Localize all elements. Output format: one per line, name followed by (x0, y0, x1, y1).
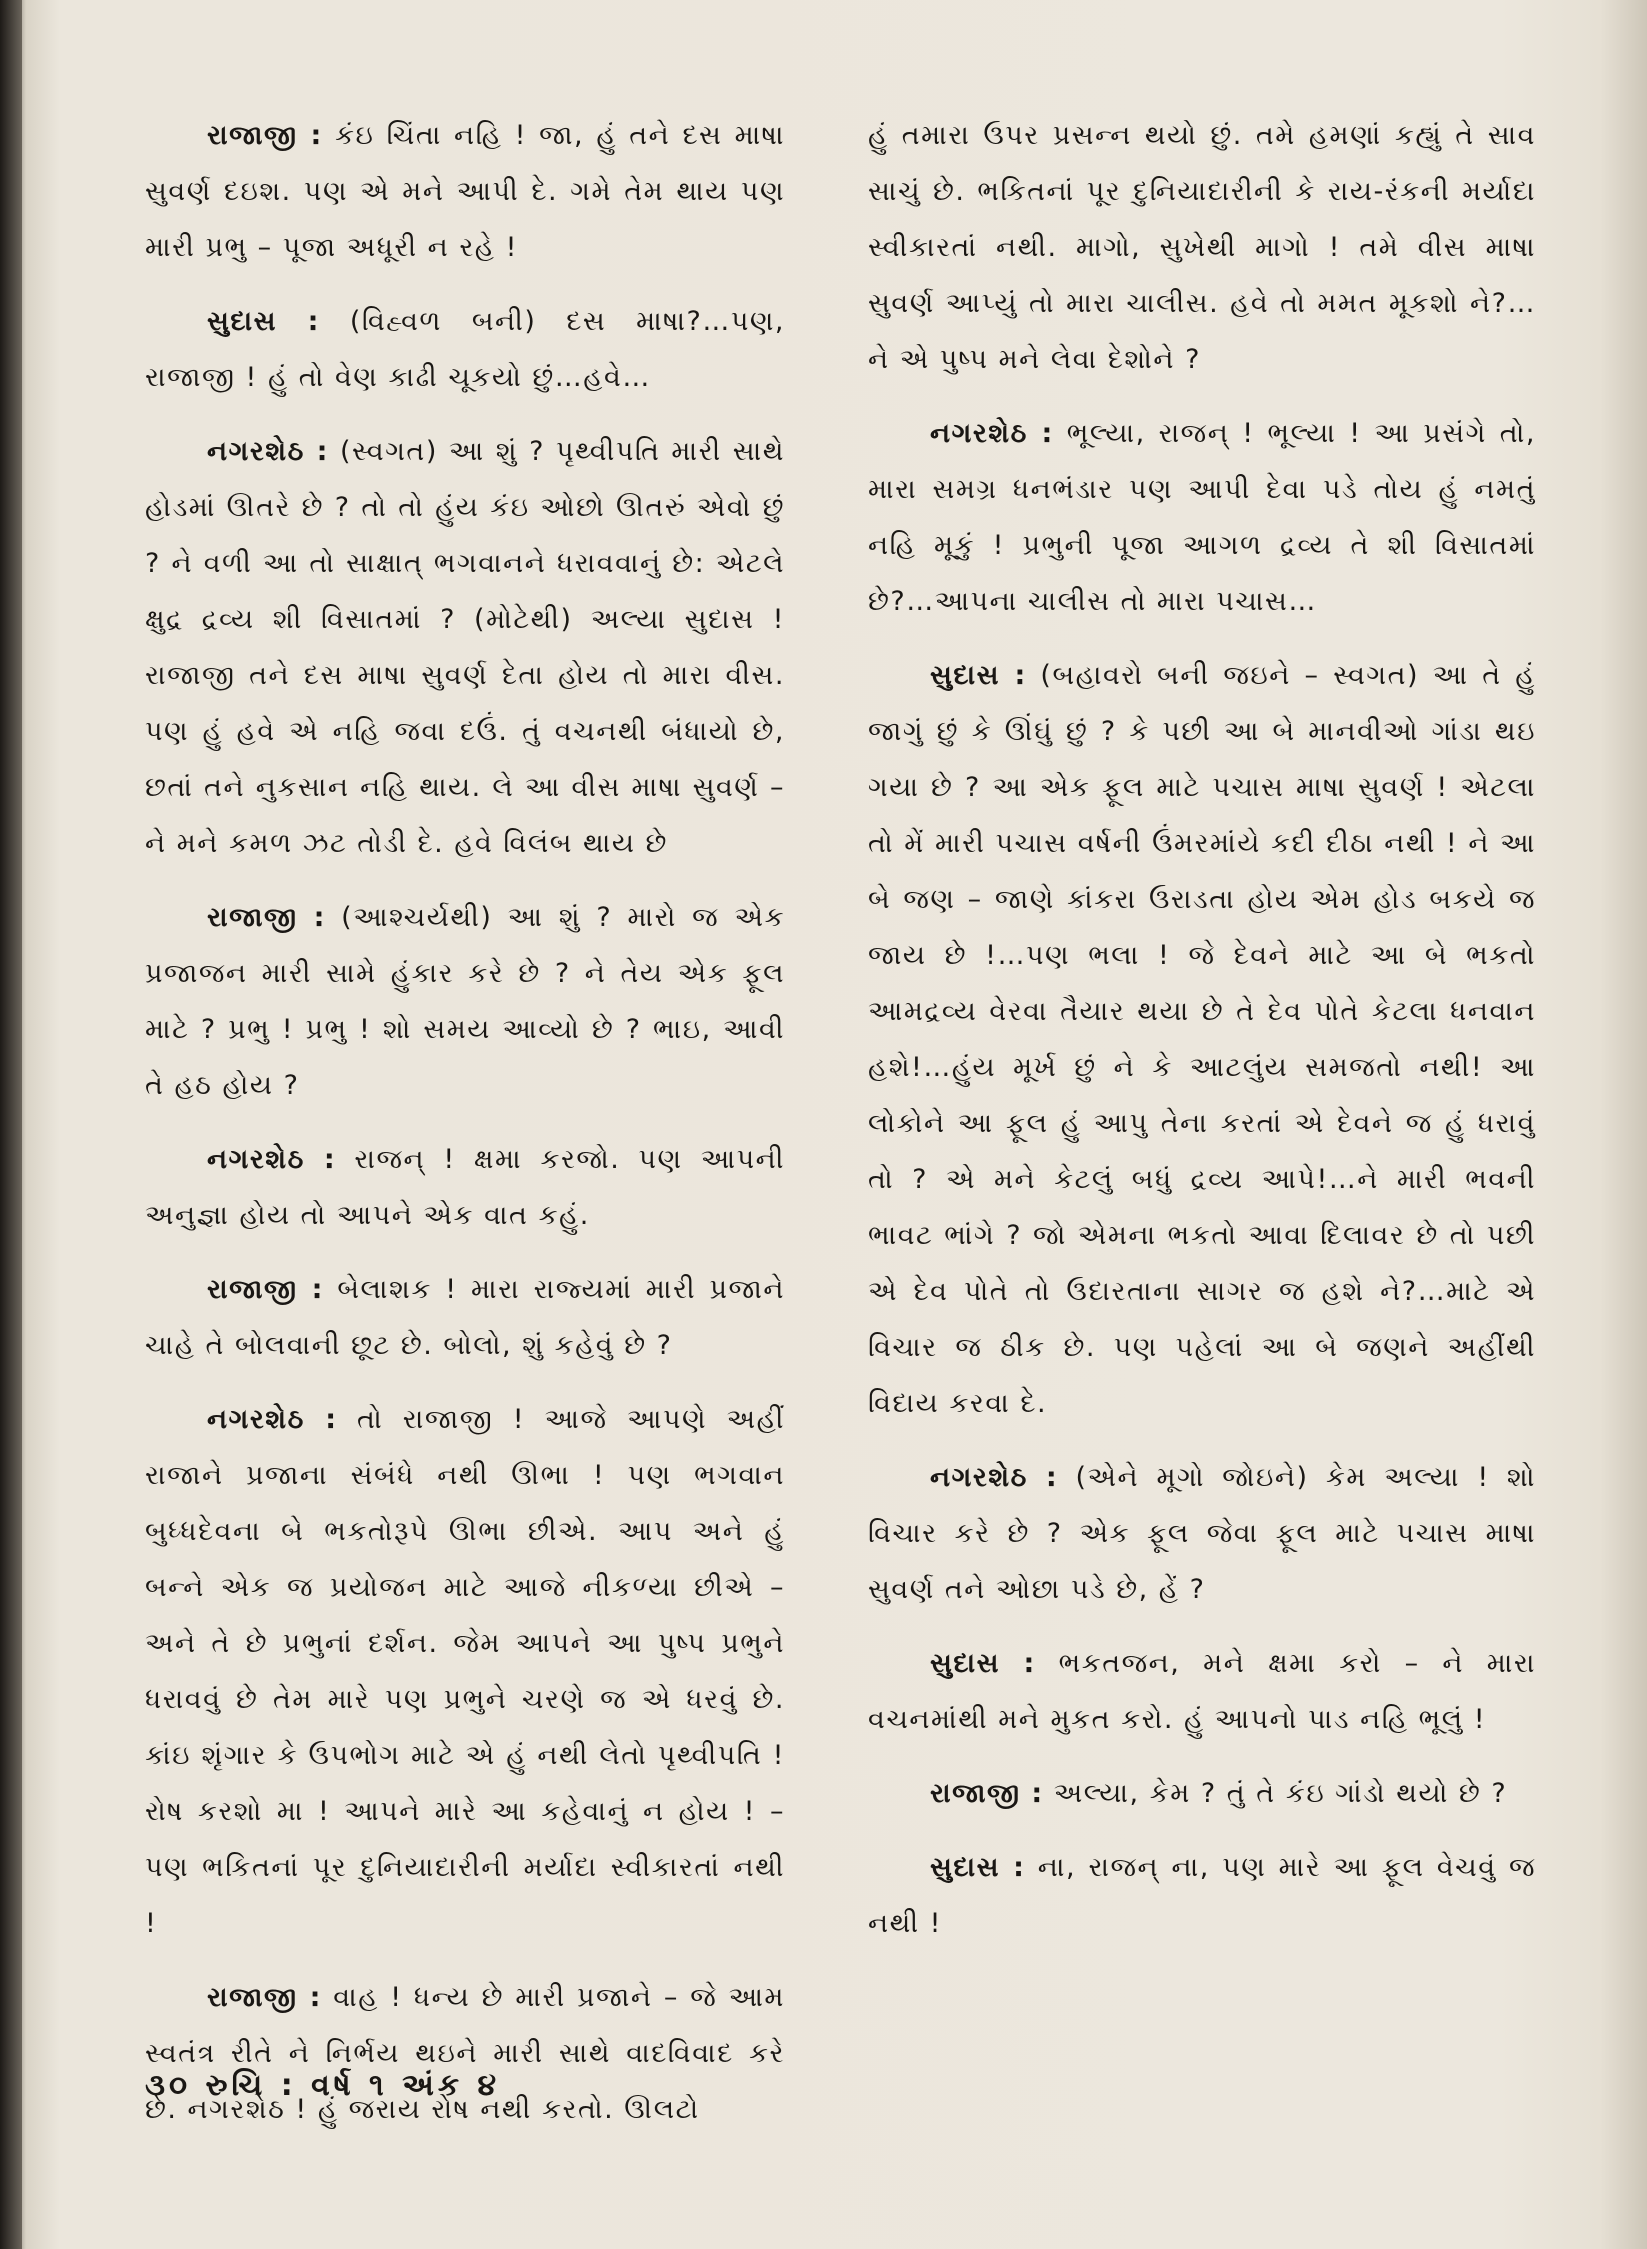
dialogue-paragraph-continued (868, 108, 1536, 388)
dialogue-text: (આશ્ચર્યથી) આ શું ? મારો જ એક પ્રજાજન મારી સામે હુંકાર કરે છે ? ને તેય એક ફૂલ માટે ? પ્રભુ ! પ્રભુ ! શો સમય આવ્યો છે ? ભાઇ, આવી તે હઠ હોય ? (145, 902, 786, 1101)
speaker-name: સુદાસ : (930, 1852, 1026, 1883)
dialogue-text: હું તમારા ઉપર પ્રસન્ન થયો છું. તમે હમણાં કહ્યું તે સાવ સાચું છે. ભકિતનાં પૂર દુનિયાદારીની કે રાય-રંકની મર્યાદા સ્વીકારતાં નથી. માગો, સુખેથી માગો ! તમે વીસ માષા સુવર્ણ આપ્યું તો મારા ચાલીસ. હવે તો મમત મૂકશો ને?…ને એ પુષ્પ મને લેવા દેશોને ? (868, 120, 1536, 375)
dialogue-paragraph (145, 1392, 785, 1952)
speaker-name: સુદાસ : (207, 306, 320, 337)
dialogue-paragraph (145, 1262, 785, 1374)
dialogue-paragraph (868, 1766, 1536, 1822)
speaker-name: નગરશેઠ : (930, 1462, 1059, 1493)
dialogue-text: (સ્વગત) આ શું ? પૃથ્વીપતિ મારી સાથે હોડમાં ઊતરે છે ? તો તો હુંય કંઇ ઓછો ઊતરું એવો છું ? ને વળી આ તો સાક્ષાત્ ભગવાનને ધરાવવાનું છે: એટલે ક્ષુદ્ર દ્રવ્ય શી વિસાતમાં ? (મોટેથી) અલ્યા સુદાસ ! રાજાજી તને દસ માષા સુવર્ણ દેતા હોય તો મારા વીસ. પણ હું હવે એ નહિ જવા દઉં. તું વચનથી બંધાયો છે, છતાં તને નુકસાન નહિ થાય. લે આ વીસ માષા સુવર્ણ – ને મને કમળ ઝટ તોડી દે. હવે વિલંબ થાય છે (145, 436, 785, 859)
dialogue-text: (એને મૂગો જોઇને) કેમ અલ્યા ! શો વિચાર કરે છે ? એક ફૂલ જેવા ફૂલ માટે પચાસ માષા સુવર્ણ તને ઓછા પડે છે, હેં ? (868, 1462, 1536, 1605)
dialogue-paragraph (145, 108, 785, 276)
dialogue-paragraph (868, 1840, 1536, 1952)
dialogue-paragraph (868, 648, 1536, 1432)
speaker-name: નગરશેઠ : (930, 418, 1054, 449)
dialogue-text: ભૂલ્યા, રાજન્ ! ભૂલ્યા ! આ પ્રસંગે તો, મારા સમગ્ર ધનભંડાર પણ આપી દેવા પડે તોય હું નમતું નહિ મૂકું ! પ્રભુની પૂજા આગળ દ્રવ્ય તે શી વિસાતમાં છે?…આપના ચાલીસ તો મારા પચાસ… (868, 418, 1536, 617)
dialogue-text: વાહ ! ધન્ય છે મારી પ્રજાને – જે આમ સ્વતંત્ર રીતે ને નિર્ભય થઇને મારી સાથે વાદવિવાદ કરે છે. નગરશેઠ ! હું જરાય રોષ નથી કરતો. ઊલટો (145, 1982, 785, 2125)
dialogue-paragraph (868, 1636, 1536, 1748)
speaker-name: રાજાજી : (207, 902, 326, 933)
dialogue-text: ભકતજન, મને ક્ષમા કરો – ને મારા વચનમાંથી મને મુકત કરો. હું આપનો પાડ નહિ ભૂલું ! (868, 1648, 1536, 1735)
left-column (145, 108, 785, 2156)
binding-shadow (0, 0, 22, 2249)
dialogue-paragraph (145, 890, 785, 1114)
dialogue-text: (બહાવરો બની જઇને – સ્વગત) આ તે હું જાગું છું કે ઊંઘું છું ? કે પછી આ બે માનવીઓ ગાંડા થઇ ગયા છે ? આ એક ફૂલ માટે પચાસ માષા સુવર્ણ ! એટલા તો મેં મારી પચાસ વર્ષની ઉંમરમાંયે કદી દીઠા નથી ! ને આ બે જણ – જાણે કાંકરા ઉરાડતા હોય એમ હોડ બકયે જ જાય છે !…પણ ભલા ! જે દેવને માટે આ બે ભકતો આમદ્રવ્ય વેરવા તૈયાર થયા છે તે દેવ પોતે કેટલા ધનવાન હશે!…હુંય મૂર્ખ છું ને કે આટલુંય સમજતો નથી! આ લોકોને આ ફૂલ હું આપુ તેના કરતાં એ દેવને જ હું ધરાવું તો ? એ મને કેટલું બધું દ્રવ્ય આપે!…ને મારી ભવની ભાવટ ભાંગે ? જો એમના ભકતો આવા દિલાવર છે તો પછી એ દેવ પોતે તો ઉદારતાના સાગર જ હશે ને?…માટે એ વિચાર જ ઠીક છે. પણ પહેલાં આ બે જણને અહીંથી વિદાય કરવા દે. (868, 660, 1536, 1419)
dialogue-text: રાજન્ ! ક્ષમા કરજો. પણ આપની અનુજ્ઞા હોય તો આપને એક વાત કહું. (145, 1144, 785, 1231)
speaker-name: નગરશેઠ : (207, 1144, 337, 1175)
dialogue-text: તો રાજાજી ! આજે આપણે અહીં રાજાને પ્રજાના સંબંધે નથી ઊભા ! પણ ભગવાન બુધ્ધદેવના બે ભકતોરૂપે ઊભા છીએ. આપ અને હું બન્ને એક જ પ્રયોજન માટે આજે નીકળ્યા છીએ – અને તે છે પ્રભુનાં દર્શન. જેમ આપને આ પુષ્પ પ્રભુને ધરાવવું છે તેમ મારે પણ પ્રભુને ચરણે જ એ ધરવું છે. કાંઇ શૃંગાર કે ઉપભોગ માટે એ હું નથી લેતો પૃથ્વીપતિ ! રોષ કરશો મા ! આપને મારે આ કહેવાનું ન હોય ! – પણ ભકિતનાં પૂર દુનિયાદારીની મર્યાદા સ્વીકારતાં નથી ! (145, 1404, 786, 1939)
dialogue-paragraph (145, 1132, 785, 1244)
dialogue-paragraph (868, 1450, 1536, 1618)
dialogue-text: ના, રાજન્ ના, પણ મારે આ ફૂલ વેચવું જ નથી ! (868, 1852, 1536, 1939)
dialogue-text: અલ્યા, કેમ ? તું તે કંઇ ગાંડો થયો છે ? (1043, 1778, 1508, 1809)
dialogue-text: કંઇ ચિંતા નહિ ! જા, હું તને દસ માષા સુવર્ણ દઇશ. પણ એ મને આપી દે. ગમે તેમ થાય પણ મારી પ્રભુ – પૂજા અધૂરી ન રહે ! (145, 120, 786, 263)
dialogue-paragraph (145, 1970, 785, 2138)
speaker-name: નગરશેઠ : (207, 436, 329, 467)
dialogue-text: (વિહ્વળ બની) દસ માષા?…પણ, રાજાજી ! હું તો વેણ કાઢી ચૂકયો છું…હવે… (145, 306, 785, 393)
speaker-name: રાજાજી : (207, 1982, 322, 2013)
dialogue-paragraph (868, 406, 1536, 630)
speaker-name: રાજાજી : (930, 1778, 1044, 1809)
speaker-name: સુદાસ : (930, 660, 1027, 691)
right-column (868, 108, 1536, 1970)
dialogue-text: બેલાશક ! મારા રાજ્યમાં મારી પ્રજાને ચાહે તે બોલવાની છૂટ છે. બોલો, શું કહેવું છે ? (145, 1274, 786, 1361)
speaker-name: રાજાજી : (207, 1274, 324, 1305)
page-footer: ૩૦ રુચિ : વર્ષ ૧ અંક ૪ (145, 2068, 501, 2103)
speaker-name: રાજાજી : (207, 120, 323, 151)
dialogue-paragraph (145, 294, 785, 406)
speaker-name: સુદાસ : (930, 1648, 1036, 1679)
dialogue-paragraph (145, 424, 785, 872)
speaker-name: નગરશેઠ : (207, 1404, 338, 1435)
